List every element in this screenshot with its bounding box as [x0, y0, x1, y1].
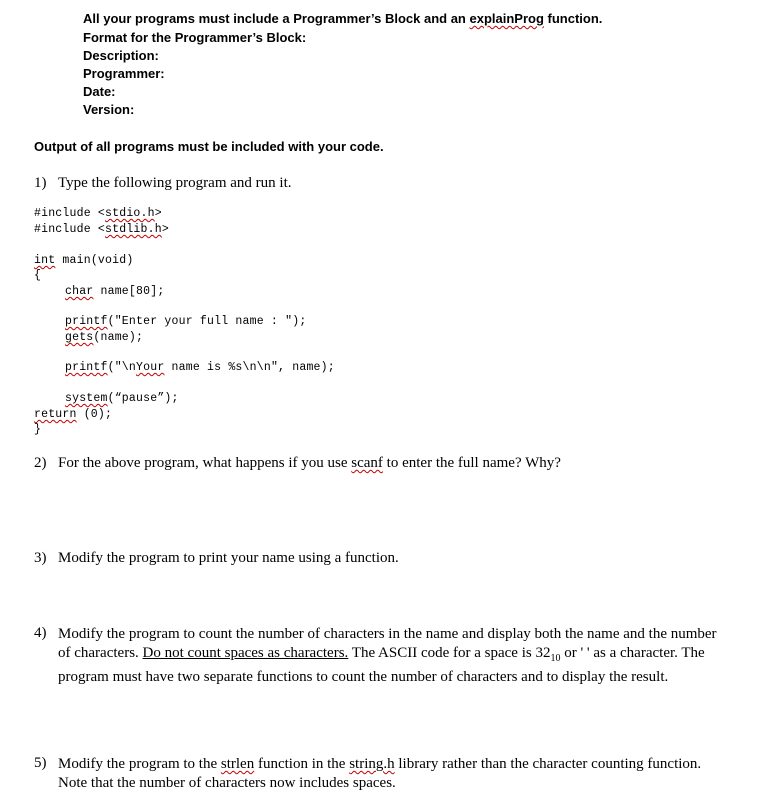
code-open-brace: { — [34, 269, 42, 282]
format-heading: Format for the Programmer’s Block: — [83, 30, 307, 45]
q2-scanf-word: scanf — [351, 455, 383, 471]
code-printf-keyword: printf — [65, 315, 108, 328]
q4-number: 4) — [34, 625, 47, 641]
q1-text: Type the following program and run it. — [58, 175, 292, 191]
code-printf-keyword: printf — [65, 361, 108, 374]
code-system-args: (“pause”); — [107, 392, 179, 405]
q5-text-end: library rather than the character counting function. Note that the number of characters now includes spaces. — [58, 756, 702, 791]
code-include-stdlib — [34, 223, 169, 236]
code-printf-prompt — [65, 315, 306, 328]
q4-subscript: 10 — [550, 652, 561, 664]
header-line-1-end: function. — [543, 11, 603, 26]
code-include-stdio — [34, 207, 162, 220]
code-declaration-rest: name[80]; — [93, 285, 165, 298]
output-note: Output of all programs must be included with your code. — [34, 139, 384, 154]
description-label: Description: — [83, 48, 159, 63]
code-declaration — [65, 285, 164, 298]
q2-number: 2) — [34, 455, 47, 471]
code-printf-output — [65, 361, 335, 374]
code-close-brace: } — [34, 423, 42, 436]
header-line-1-text: All your programs must include a Programmer’s Block and an — [83, 11, 470, 26]
q1-number: 1) — [34, 175, 47, 191]
q5-text-mid: function in the — [254, 756, 350, 772]
code-return-value: (0); — [76, 408, 113, 421]
code-stdio-header: stdio.h — [105, 207, 155, 220]
code-int-keyword: int — [34, 254, 56, 267]
code-return — [34, 408, 112, 421]
q5-text — [58, 755, 728, 792]
code-main-name: main(void) — [55, 254, 134, 267]
explainprog-word: explainProg — [469, 11, 544, 26]
code-printf-args-end: name is %s\n\n", name); — [164, 361, 335, 374]
q2-text — [58, 455, 561, 472]
code-main-signature — [34, 254, 133, 267]
q2-text-end: to enter the full name? Why? — [382, 455, 561, 471]
code-your-word: Your — [136, 361, 165, 374]
q5-strlen-word: strlen — [220, 756, 255, 772]
code-char-keyword: char — [65, 285, 94, 298]
q3-number: 3) — [34, 550, 47, 566]
q3-text: Modify the program to print your name using a function. — [58, 550, 399, 566]
q4-text-start: Modify the program to count the number of characters in the name and display both the name and the number of characters. — [58, 626, 717, 661]
q4-text-ascii: The ASCII code for a space is 32 — [348, 644, 551, 661]
programmer-label: Programmer: — [83, 66, 165, 81]
code-gets-keyword: gets — [65, 331, 94, 344]
code-include-keyword: #include < — [34, 223, 106, 236]
header-line-1 — [83, 11, 602, 26]
code-system-keyword: system — [65, 392, 108, 405]
q4-text — [58, 625, 728, 687]
code-stdlib-header: stdlib.h — [105, 223, 162, 236]
date-label: Date: — [83, 84, 116, 99]
code-include-keyword: #include < — [34, 207, 106, 220]
code-include-close: > — [161, 223, 169, 236]
q4-underlined-text: Do not count spaces as characters. — [142, 644, 349, 661]
q2-text-start: For the above program, what happens if you use — [58, 455, 352, 471]
code-printf-args-start: ("\n — [107, 361, 137, 374]
version-label: Version: — [83, 102, 135, 117]
q5-text-start: Modify the program to the — [58, 756, 221, 772]
q4-text-end: or ' ' as a character. The program must have two separate functions to count the number of characters and to display the result. — [58, 644, 705, 685]
code-gets-args: (name); — [93, 331, 144, 344]
q5-number: 5) — [34, 755, 47, 771]
code-printf-args: ("Enter your full name : "); — [107, 315, 307, 328]
q5-string-h-word: string.h — [349, 756, 395, 772]
code-system-pause — [65, 392, 179, 405]
code-include-close: > — [154, 207, 162, 220]
code-gets — [65, 331, 143, 344]
code-return-keyword: return — [34, 408, 77, 421]
